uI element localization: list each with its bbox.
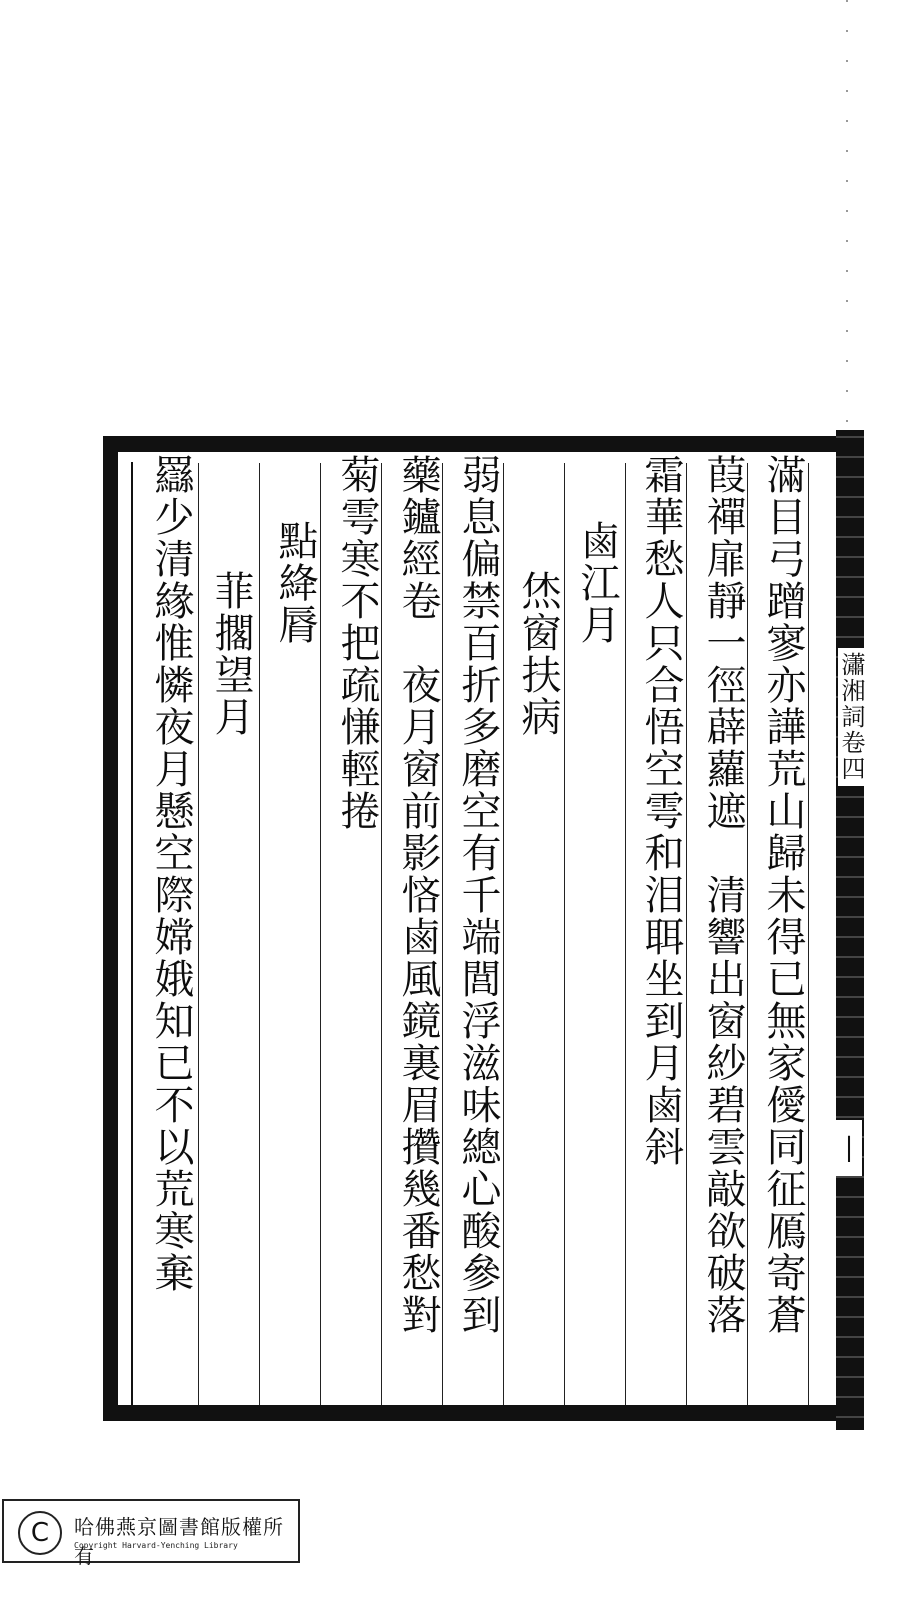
column-rule	[747, 463, 748, 1405]
tune-title: 鹵江月	[574, 520, 620, 646]
text-column-11: 羉少清緣惟憐夜月懸空際嫦娥知已不以荒寒棄	[148, 454, 194, 1294]
column-rule	[564, 463, 565, 1405]
poem-title: 菲擱望月	[208, 570, 254, 738]
tune-title: 點絳脣	[272, 520, 318, 646]
column-rule	[503, 463, 504, 1405]
column-rule	[320, 463, 321, 1405]
column-rule	[442, 463, 443, 1405]
copyright-chinese: 哈佛燕京圖書館版權所有	[74, 1515, 284, 1568]
column-rule	[381, 463, 382, 1405]
column-rule	[808, 463, 809, 1405]
copyright-english: Copyright Harvard-Yenching Library	[74, 1541, 238, 1550]
column-rule	[259, 463, 260, 1405]
column-rule	[625, 463, 626, 1405]
column-rule	[198, 463, 199, 1405]
text-column-6: 弱息偏禁百折多磨空有千端閭浮滋味總心酸參到	[455, 454, 501, 1336]
text-column-8: 菊雩寒不把疏慊輕捲	[334, 454, 380, 832]
frame-inner-line	[131, 462, 133, 1406]
text-column-2: 葭禪扉靜一徑薜蘿遮 清響出窗紗碧雲敲欲破落	[700, 454, 746, 1336]
page-edge-marks	[846, 0, 848, 430]
column-rule	[686, 463, 687, 1405]
copyright-stamp	[2, 1499, 300, 1568]
binding-edge	[836, 430, 864, 1430]
text-column-7: 藥鑪經卷 夜月窗前影悋鹵風鏡裏眉攢幾番愁對	[395, 454, 441, 1336]
copyright-icon: C	[18, 1511, 62, 1555]
text-column-1: 滿目弓蹭寥亦譁荒山歸未得已無家僾同征鴈寄蒼	[760, 454, 806, 1336]
page-mark: |	[836, 1120, 862, 1176]
running-head: 瀟湘詞卷四	[838, 648, 864, 786]
poem-title: 烋窗扶病	[515, 570, 561, 738]
text-column-3: 霜華愁人只合悟空雩和泪聑坐到月鹵斜	[638, 454, 684, 1168]
